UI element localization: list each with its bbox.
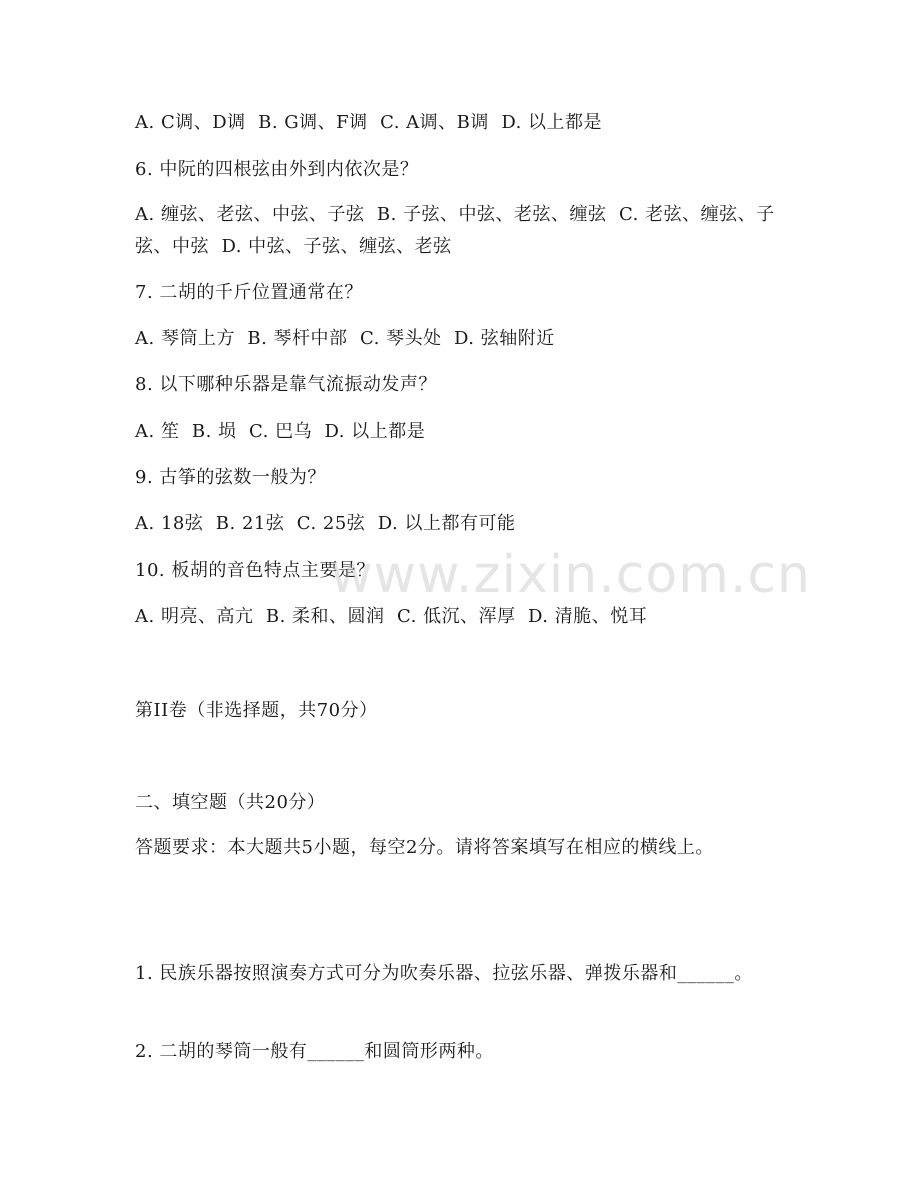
fill-blank-q1: 1. 民族乐器按照演奏方式可分为吹奏乐器、拉弦乐器、弹拨乐器和______。 xyxy=(135,963,753,984)
q10-options: A. 明亮、高亢 B. 柔和、圆润 C. 低沉、浑厚 D. 清脆、悦耳 xyxy=(135,606,648,627)
q7-options: A. 琴筒上方 B. 琴杆中部 C. 琴头处 D. 弦轴附近 xyxy=(135,328,555,349)
q8-options: A. 笙 B. 埙 C. 巴乌 D. 以上都是 xyxy=(135,421,426,442)
fill-blank-q2: 2. 二胡的琴筒一般有______和圆筒形两种。 xyxy=(135,1041,494,1062)
section-ii-heading: 第II卷（非选择题，共70分） xyxy=(135,700,378,721)
q6-options: A. 缠弦、老弦、中弦、子弦 B. 子弦、中弦、老弦、缠弦 C. 老弦、缠弦、子弦、中弦 D. 中弦、子弦、缠弦、老弦 xyxy=(135,204,775,257)
fill-blank-instructions: 答题要求：本大题共5小题，每空2分。请将答案填写在相应的横线上。 xyxy=(135,837,714,858)
q5-options: A. C调、D调 B. G调、F调 C. A调、B调 D. 以上都是 xyxy=(135,112,603,133)
q8-question: 8. 以下哪种乐器是靠气流振动发声？ xyxy=(135,374,437,395)
q9-options: A. 18弦 B. 21弦 C. 25弦 D. 以上都有可能 xyxy=(135,513,516,534)
q7-question: 7. 二胡的千斤位置通常在？ xyxy=(135,282,363,303)
fill-blank-heading: 二、填空题（共20分） xyxy=(135,792,326,813)
q9-question: 9. 古筝的弦数一般为？ xyxy=(135,467,326,488)
q10-question: 10. 板胡的音色特点主要是？ xyxy=(135,560,375,581)
q6-question: 6. 中阮的四根弦由外到内依次是？ xyxy=(135,159,419,180)
watermark: www.zixin.com.cn xyxy=(330,545,811,605)
